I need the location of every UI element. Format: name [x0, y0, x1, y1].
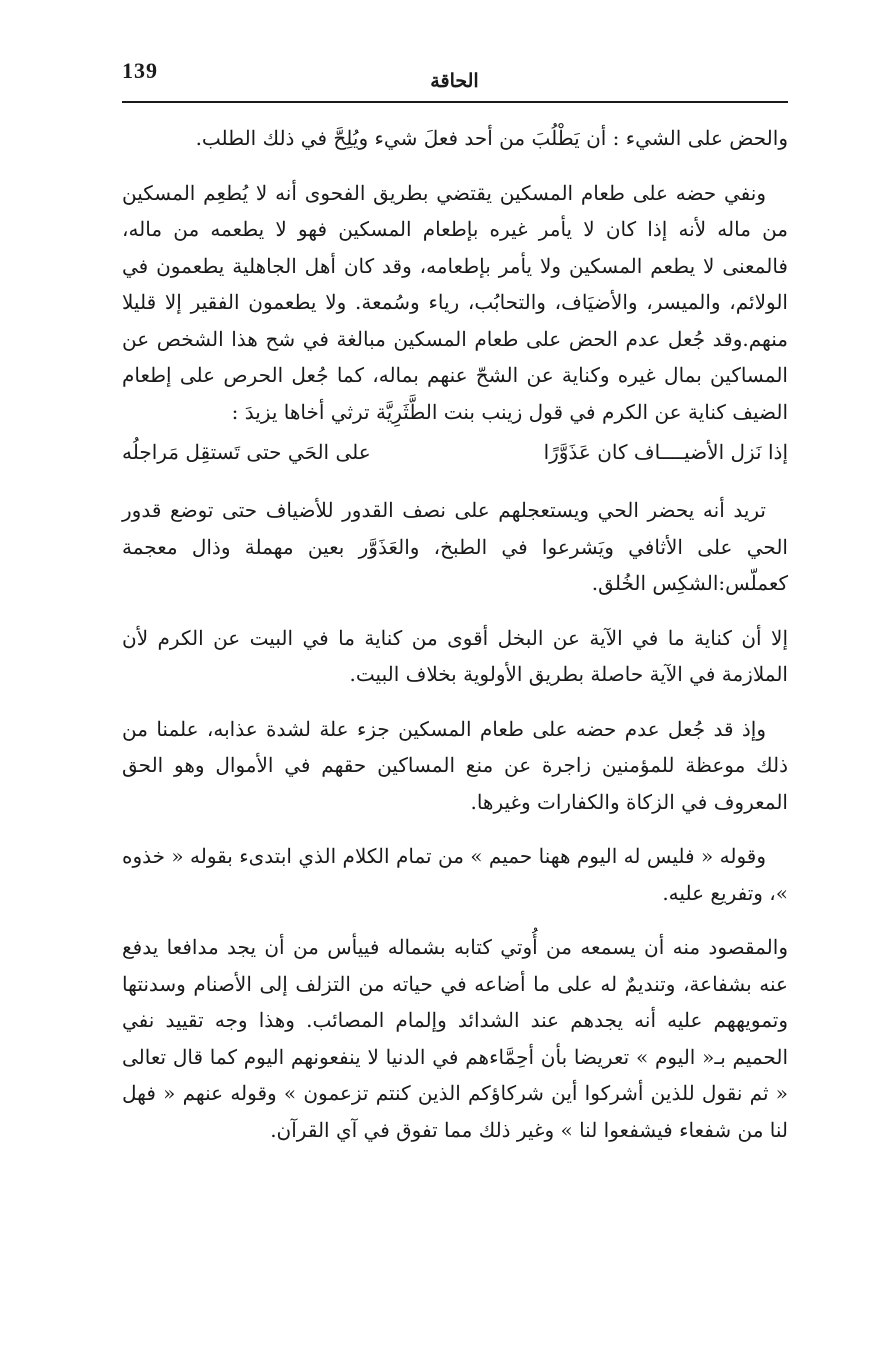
paragraph-purpose: والمقصود منه أن يسمعه من أُوتي كتابه بشماله فييأس من أن يجد مدافعا يدفع عنه بشفاعة، وتنديمٌ له على ما أضاعه في حياته من التزلف إلى الأصنام وسدنتها وتمويههم عليه أنه يجدهم عند الشدائد وإلمام المصائب. وهذا وجه تقييد نفي الحميم بـ« اليوم » تعريضا بأن أحِمَّاءهم في الدنيا لا ينفعونهم اليوم كما قال تعالى « ثم نقول للذين أشركوا أين شركاؤكم الذين كنتم تزعمون » وقوله عنهم « فهل لنا من شفعاء فيشفعوا لنا » وغير ذلك مما تفوق في آي القرآن. — [122, 935, 788, 1142]
paragraph-admonition: وإذ قد جُعل عدم حضه على طعام المسكين جزء علة لشدة عذابه، علمنا من ذلك موعظة للمؤمنين زاجرة عن منع المساكين حقهم في الأموال وهو الحق المعروف في الزكاة والكفارات وغيرها. — [122, 716, 788, 814]
poetry-verse — [122, 434, 788, 470]
page-number: 139 — [122, 58, 158, 83]
paragraph-definition: والحض على الشيء : أن يَطْلُبَ من أحد فعلَ شيء ويُلِحَّ في ذلك الطلب. — [195, 126, 788, 150]
verse-first-hemistich: إذا نَزل الأضيــــاف كان عَذَوَّرًا — [543, 440, 788, 464]
page-header — [122, 58, 787, 102]
paragraph-comparison: إلا أن كناية ما في الآية عن البخل أقوى من كناية ما في البيت عن الكرم لأن الملازمة في الآية حاصلة بطريق الأولوية بخلاف البيت. — [122, 625, 788, 686]
running-title: الحاقة — [430, 70, 479, 92]
page-body — [122, 120, 788, 1166]
verse-second-hemistich: على الحَي حتى تَستقِل مَراجلُه — [122, 440, 371, 464]
paragraph-negation: ونفي حضه على طعام المسكين يقتضي بطريق الفحوى أنه لا يُطعِم المسكين من ماله لأنه إذا كان لا يأمر غيره بإطعام المسكين فهو لا يطعمه من ماله، فالمعنى لا يطعم المسكين ولا يأمر بإطعامه، وقد كان أهل الجاهلية يطعمون في الولائم، والميسر، والأضيَاف، والتحابُب، رياء وسُمعة. ولا يطعمون الفقير إلا قليلا منهم.وقد جُعل عدم الحض على طعام المسكين مبالغة في شح هذا الشخص عن المساكين بمال غيره وكناية عن الشحّ عنهم بماله، كما جُعل الحرص على إطعام الضيف كناية عن الكرم في قول زينب بنت الطَّثَرِيَّة ترثي أخاها يزيدَ : — [122, 180, 789, 424]
paragraph-verse-explanation: تريد أنه يحضر الحي ويستعجلهم على نصف القدور للأضياف حتى توضع قدور الحي على الأثافي ويَشرعوا في الطبخ، والعَذَوَّر بعين مهملة وذال معجمة كعملّس:الشكِس الخُلق. — [122, 498, 788, 595]
paragraph-no-friend: وقوله « فليس له اليوم ههنا حميم » من تمام الكلام الذي ابتدىء بقوله « خذوه »، وتفريع عليه. — [122, 844, 788, 905]
header-rule — [122, 101, 788, 103]
